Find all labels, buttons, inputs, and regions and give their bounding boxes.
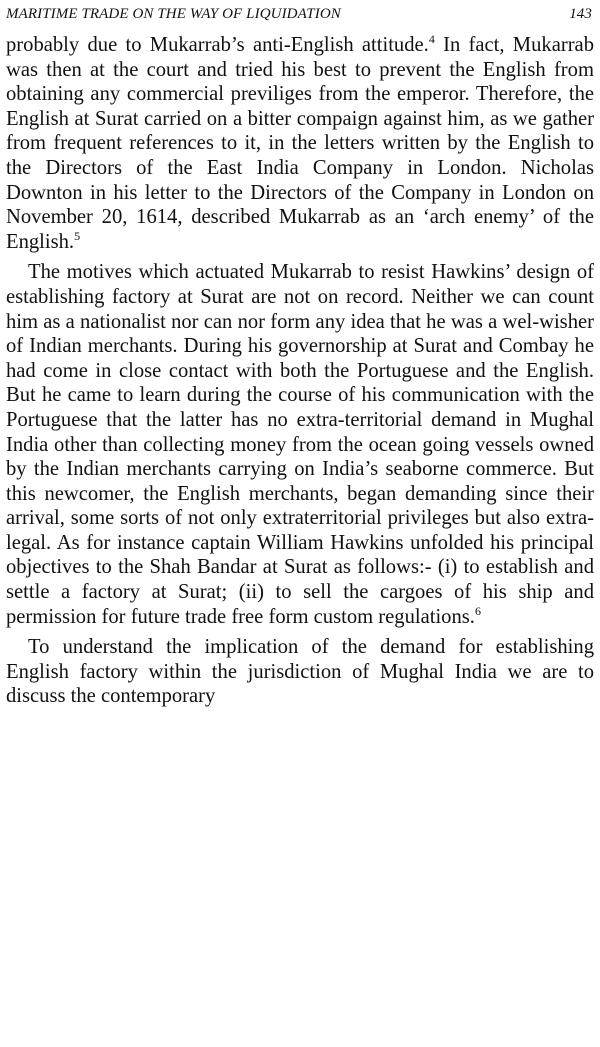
paragraph-3-text: To understand the implication of the demand for establishing English factory within the jurisdiction of Mughal India we are to discuss the contemporary bbox=[6, 636, 594, 708]
paragraph-1 bbox=[6, 33, 594, 254]
running-head bbox=[6, 6, 594, 28]
page-number: 143 bbox=[569, 6, 592, 22]
paragraph-3 bbox=[6, 635, 594, 709]
footnote-marker-5: 5 bbox=[74, 228, 81, 243]
running-head-title: MARITIME TRADE ON THE WAY OF LIQUIDATION bbox=[6, 6, 341, 22]
paragraph-1-text: probably due to Mukarrab’s anti-English attitude. bbox=[6, 34, 429, 56]
paragraph-2-text: The motives which actuated Mukarrab to resist Hawkins’ design of establishing factory at Surat are not on record. Neither we can count him as a nationalist nor can nor form any idea that he was a wel-wisher of Indian merchants. During his governorship at Surat and Combay he had come in close contact with both the Portuguese and the English. But he came to learn during the course of his communication with the Portuguese that the latter has no extra-territorial demand in Mughal India other than collecting money from the ocean going vessels owned by the Indian merchants carrying on India’s seaborne commerce. But this newcomer, the English merchants, began demanding since their arrival, some sorts of not only extraterritorial privileges but also extra-legal. As for instance captain William Hawkins unfolded his principal objectives to the Shah Bandar at Surat as follows:- (i) to establish and settle a factory at Surat; (ii) to sell the cargoes of his ship and permission for future trade free form custom regulations. bbox=[6, 261, 594, 628]
body-text bbox=[6, 33, 594, 715]
footnote-marker-4: 4 bbox=[428, 32, 435, 47]
paragraph-1-text-cont: In fact, Mukarrab was then at the court and tried his best to prevent the English from obtaining any commercial previliges from the emperor. Therefore, the English at Surat carried on a bitter compaign against him, as we gather from frequent references to it, in the letters written by the English to the Directors of the East India Company in London. Nicholas Downton in his letter to the Directors of the Company in London on November 20, 1614, described Mukarrab as an ‘arch enemy’ of the English. bbox=[6, 34, 594, 253]
paragraph-2 bbox=[6, 260, 594, 629]
footnote-marker-6: 6 bbox=[474, 603, 481, 618]
book-page bbox=[6, 0, 594, 1047]
